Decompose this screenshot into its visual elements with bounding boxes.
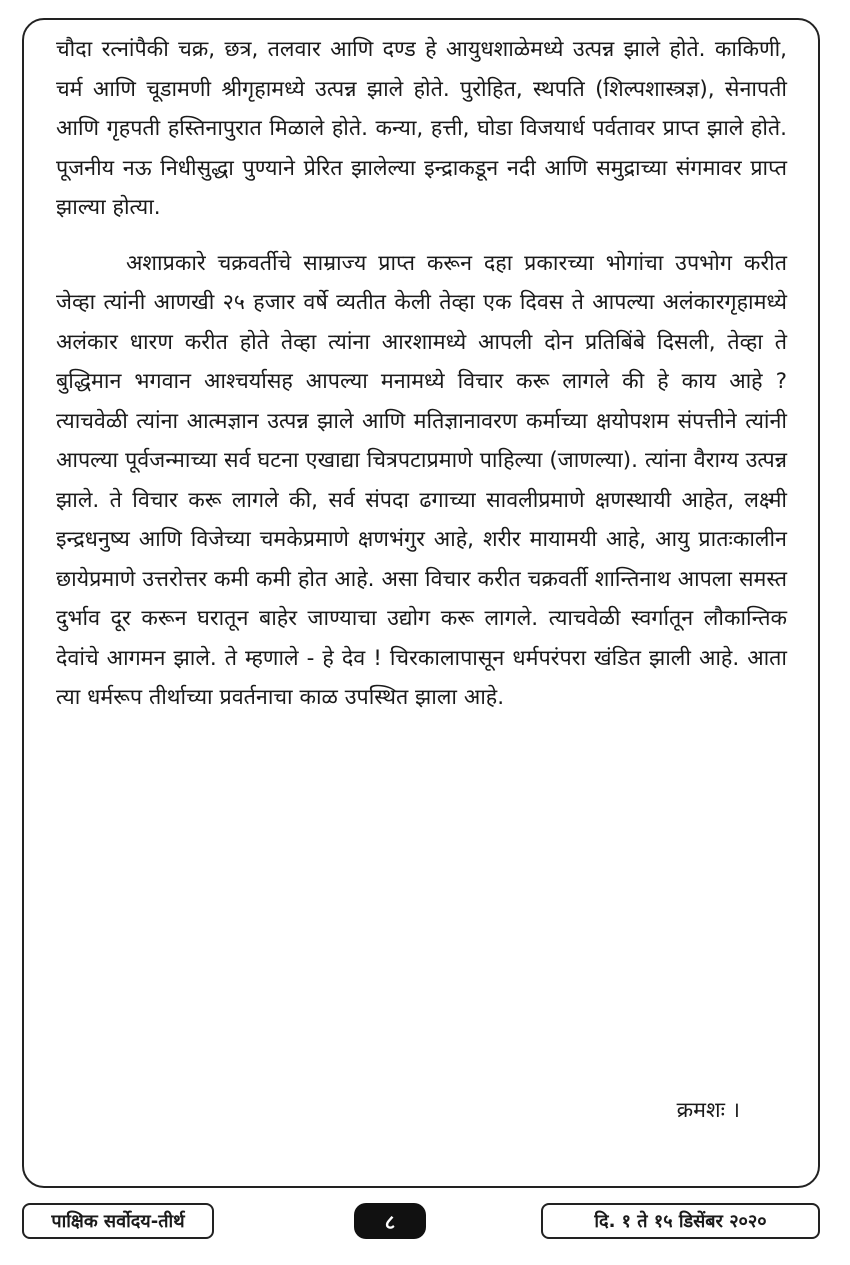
page-number: ८ — [354, 1203, 426, 1239]
continued-marker: क्रमशः । — [676, 1098, 740, 1123]
publication-name: पाक्षिक सर्वोदय-तीर्थ — [22, 1203, 214, 1239]
paragraph-gap — [56, 228, 787, 244]
paragraph-2: अशाप्रकारे चक्रवर्तीचे साम्राज्य प्राप्त करून दहा प्रकारच्या भोगांचा उपभोग करीत जेव्हा त्यांनी आणखी २५ हजार वर्षे व्यतीत केली तेव्हा एक दिवस ते आपल्या अलंकारगृहामध्ये अलंकार धारण करीत होते तेव्हा त्यांना आरशामध्ये आपली दोन प्रतिबिंबे दिसली, तेव्हा ते बुद्धिमान भगवान आश्चर्यासह आपल्या मनामध्ये विचार करू लागले की हे काय आहे ? त्याचवेळी त्यांना आत्मज्ञान उत्पन्न झाले आणि मतिज्ञानावरण कर्माच्या क्षयोपशम संपत्तीने त्यांनी आपल्या पूर्वजन्माच्या सर्व घटना एखाद्या चित्रपटाप्रमाणे पाहिल्या (जाणल्या). त्यांना वैराग्य उत्पन्न झाले. ते विचार करू लागले की, सर्व संपदा ढगाच्या सावलीप्रमाणे क्षणस्थायी आहेत, लक्ष्मी इन्द्रधनुष्य आणि विजेच्या चमकेप्रमाणे क्षणभंगुर आहे, शरीर मायामयी आहे, आयु प्रातःकालीन छायेप्रमाणे उत्तरोत्तर कमी कमी होत आहे. असा विचार करीत चक्रवर्ती शान्तिनाथ आपला समस्त दुर्भाव दूर करून घरातून बाहेर जाण्याचा उद्योग करू लागले. त्याचवेळी स्वर्गातून लौकान्तिक देवांचे आगमन झाले. ते म्हणाले - हे देव ! चिरकालापासून धर्मपरंपरा खंडित झाली आहे. आता त्या धर्मरूप तीर्थाच्या प्रवर्तनाचा काळ उपस्थित झाला आहे. — [56, 250, 787, 710]
article-body — [56, 30, 787, 718]
paragraph-1: चौदा रत्नांपैकी चक्र, छत्र, तलवार आणि दण्ड हे आयुधशाळेमध्ये उत्पन्न झाले होते. काकिणी, चर्म आणि चूडामणी श्रीगृहामध्ये उत्पन्न झाले होते. पुरोहित, स्थपति (शिल्पशास्त्रज्ञ), सेनापती आणि गृहपती हस्तिनापुरात मिळाले होते. कन्या, हत्ती, घोडा विजयार्ध पर्वतावर प्राप्त झाले होते. पूजनीय नऊ निधीसुद्धा पुण्याने प्रेरित झालेल्या इन्द्राकडून नदी आणि समुद्राच्या संगमावर प्राप्त झाल्या होत्या. — [56, 37, 787, 220]
issue-date: दि. १ ते १५ डिसेंबर २०२० — [541, 1203, 820, 1239]
